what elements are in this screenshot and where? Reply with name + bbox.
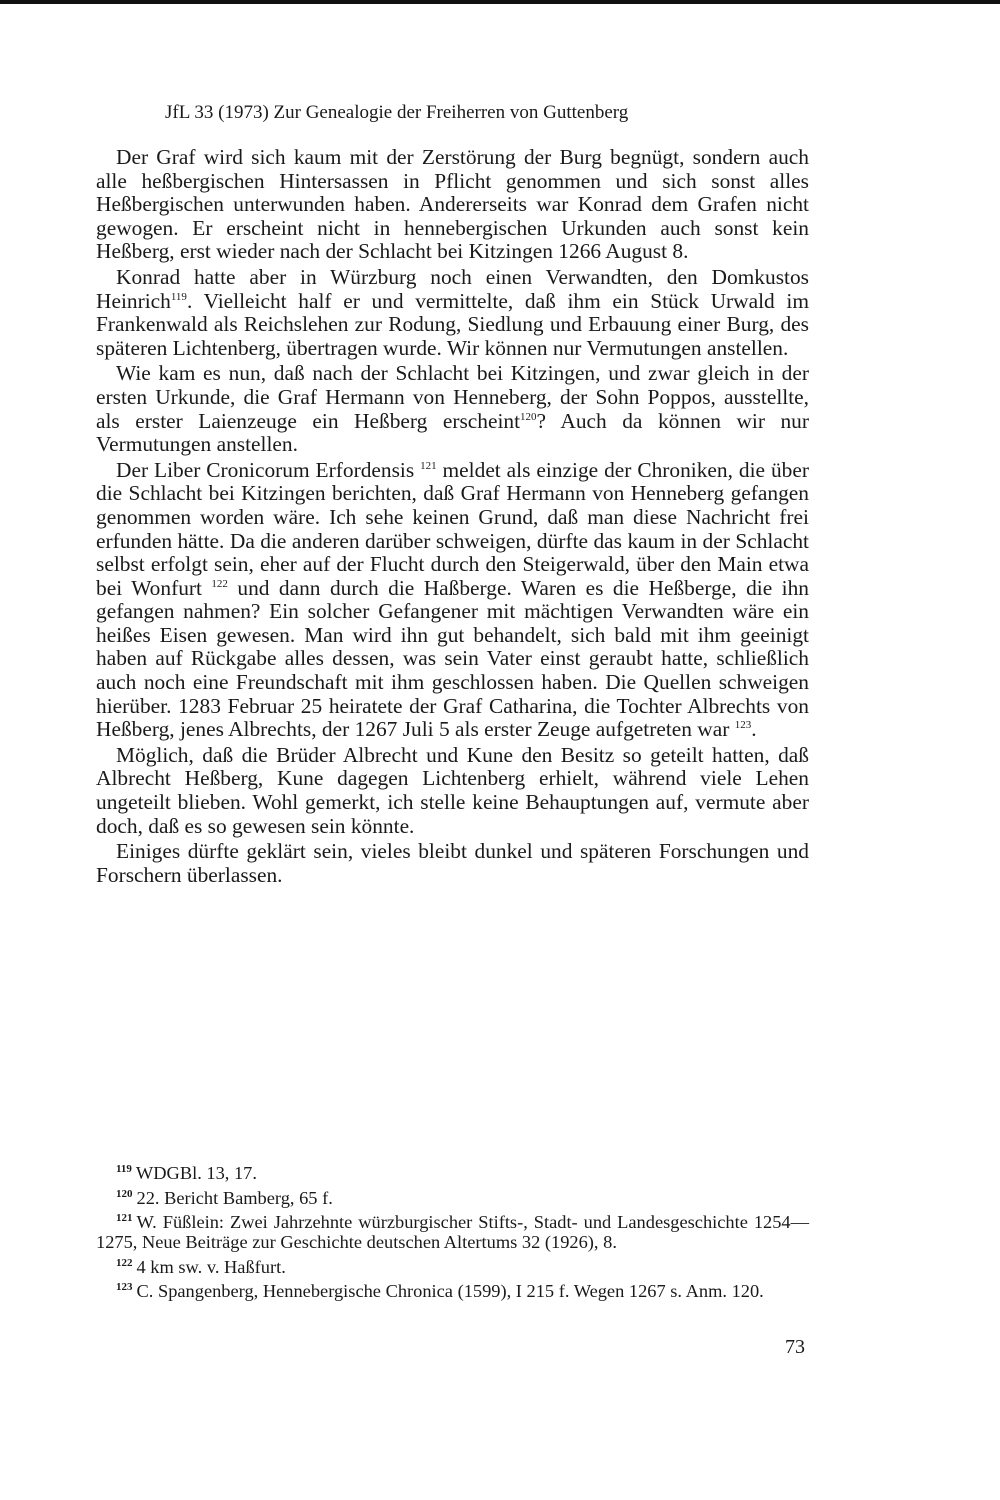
footnote-text: C. Spangenberg, Hennebergische Chronica (1599), I 215 f. Wegen 1267 s. Anm. 120. [136,1281,764,1302]
footnote-number: 122 [116,1256,133,1269]
footnote-text: W. Füßlein: Zwei Jahrzehnte würzburgischer Stifts-, Stadt- und Landesgeschichte 1254—1275, Neue Beiträge zur Geschichte deutschen Altertums 32 (1926), 8. [96,1212,809,1253]
paragraph-2 [96,266,809,360]
footnote-ref-123[interactable]: 123 [734,719,752,732]
paragraph-4 [96,459,809,742]
paragraph-1: Der Graf wird sich kaum mit der Zerstörung der Burg begnügt, sondern auch alle heßbergischen Hintersassen in Pflicht genommen und sich sonst alles Heßbergischen unterwunden haben. Andererseits war Konrad dem Grafen nicht gewogen. Er erscheint nicht in hennebergischen Urkunden auch sonst kein Heßberg, erst wieder nach der Schlacht bei Kitzingen 1266 August 8. [96,145,809,264]
footnote-text: 22. Bericht Bamberg, 65 f. [136,1187,333,1208]
footnote-120 [96,1185,809,1209]
page-number: 73 [785,1336,805,1358]
footnote-number: 120 [116,1187,133,1200]
footnote-ref-119[interactable]: 119 [170,290,187,303]
footnote-number: 123 [116,1281,133,1294]
footnote-text: 4 km sw. v. Haßfurt. [136,1256,286,1277]
footnote-text: WDGBl. 13, 17. [135,1163,257,1184]
footnote-ref-120[interactable]: 120 [520,410,537,423]
paragraph-4-text-d: . [751,717,757,742]
footnote-number: 121 [116,1212,133,1225]
paragraph-4-text-b: meldet als einzige der Chroniken, die über die Schlacht bei Kitzingen berichten, daß Graf Hermann von Henneberg gefangen genommen worden wäre. Ich sehe keinen Grund, daß man diese Nachricht frei erfunden hätte. Da die anderen darüber schweigen, dürfte das kaum in der Schlacht selbst erfolgt sein, eher auf der Flucht durch den Steigerwald, über den Main etwa bei Wonfurt [96,457,809,600]
footnotes [96,1160,809,1303]
footnote-121 [96,1209,809,1252]
paragraph-3-text-a: Wie kam es nun, daß nach der Schlacht bei Kitzingen, und zwar gleich in der ersten Urkunde, die Graf Hermann von Henneberg, der Sohn Poppos, ausstellte, als erster Laienzeuge ein Heßberg erscheint [96,361,809,433]
body-text [96,146,809,889]
paragraph-5: Möglich, daß die Brüder Albrecht und Kune den Besitz so geteilt hatten, daß Albrecht Heßberg, Kune dagegen Lichtenberg erhielt, während viele Lehen ungeteilt blieben. Wohl gemerkt, ich stelle keine Behauptungen auf, vermute aber doch, daß es so gewesen sein könnte. [96,742,809,838]
running-head: JfL 33 (1973) Zur Genealogie der Freiherren von Guttenberg [165,102,629,123]
paragraph-6: Einiges dürfte geklärt sein, vieles bleibt dunkel und späteren Forschungen und Forschern überlassen. [96,839,809,887]
top-border-rule [0,0,1000,4]
footnote-number: 119 [116,1163,132,1175]
paragraph-2-text-b: . Vielleicht half er und vermittelte, daß ihm ein Stück Urwald im Frankenwald als Reichslehen zur Rodung, Siedlung und Erbauung einer Burg, des späteren Lichtenberg, übertragen wurde. Wir können nur Vermutungen anstellen. [96,288,809,360]
footnote-122 [96,1254,809,1278]
paragraph-4-text-a: Der Liber Cronicorum Erfordensis [116,457,421,482]
footnote-ref-122[interactable]: 122 [211,577,228,590]
paragraph-2-text-a: Konrad hatte aber in Würzburg noch einen Verwandten, den Domkustos Heinrich [96,264,809,313]
paragraph-3-text-b: ? Auch da können wir nur Vermutungen anstellen. [96,408,809,457]
footnote-119 [96,1160,809,1184]
footnote-ref-121[interactable]: 121 [420,459,437,472]
footnote-123 [96,1278,809,1302]
paragraph-4-text-c: und dann durch die Haßberge. Waren es die Heßberge, die ihn gefangen nahmen? Ein solcher Gefangener mit mächtigen Verwandten wäre ein heißes Eisen gewesen. Man wird ihn gut behandelt, sich bald mit ihm geeinigt haben auf Rückgabe alles dessen, was sein Vater einst geraubt hatte, schließlich auch noch eine Freundschaft mit ihm geschlossen haben. Die Quellen schweigen hierüber. 1283 Februar 25 heiratete der Graf Catharina, die Tochter Albrechts von Heßberg, jenes Albrechts, der 1267 Juli 5 als erster Zeuge aufgetreten war [96,575,809,742]
paragraph-3 [96,362,809,456]
